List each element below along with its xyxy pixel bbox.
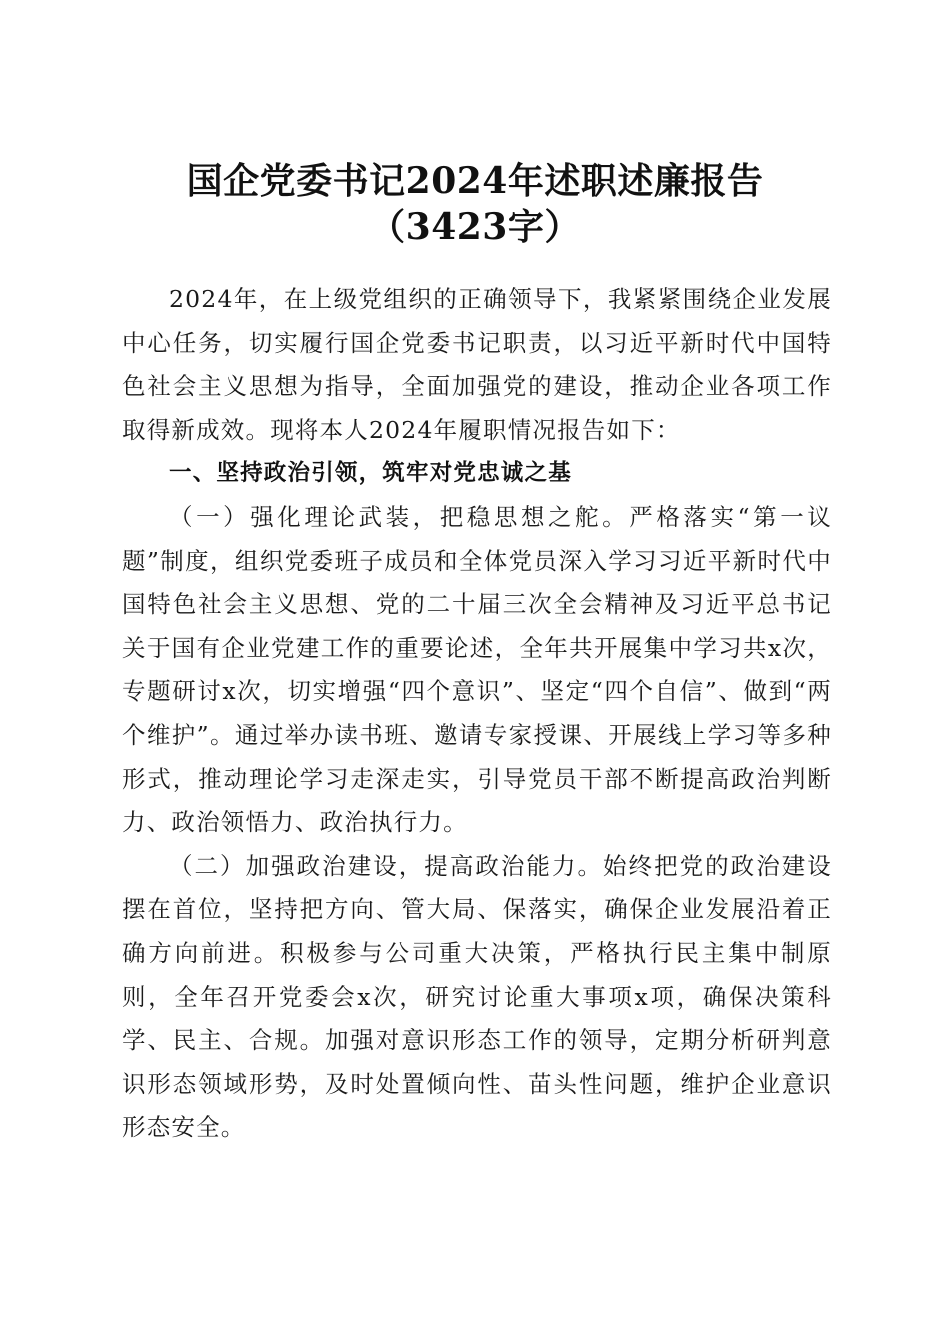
subsection-text-1: 严格落实“第一议题”制度，组织党委班子成员和全体党员深入学习习近平新时代中国特色社会主义思想、党的二十届三次全会精神及习近平总书记关于国有企业党建工作的重要论述，全年共开展集中学习共x次，专题研讨x次，切实增强“四个意识”、坚定“四个自信”、做到“两个维护”。通过举办读书班、邀请专家授课、开展线上学习等多种形式，推动理论学习走深走实，引导党员干部不断提高政治判断力、政治领悟力、政治执行力。 — [122, 502, 832, 837]
subsection-lead-2: （二）加强政治建设，提高政治能力。 — [169, 851, 604, 880]
subsection-paragraph-1 — [122, 496, 832, 845]
section-heading-1: 一、坚持政治引领，筑牢对党忠诚之基 — [169, 460, 572, 487]
subsection-paragraph-2 — [122, 845, 832, 1150]
document-title: 国企党委书记2024年述职述廉报告（3423字） — [186, 160, 764, 249]
subsection-lead-1: （一）强化理论武装，把稳思想之舵。 — [169, 502, 630, 531]
document-body — [122, 278, 832, 1150]
subsection-text-2: 始终把党的政治建设摆在首位，坚持把方向、管大局、保落实，确保企业发展沿着正确方向前进。积极参与公司重大决策，严格执行民主集中制原则，全年召开党委会x次，研究讨论重大事项x项，确保决策科学、民主、合规。加强对意识形态工作的领导，定期分析研判意识形态领域形势，及时处置倾向性、苗头性问题，维护企业意识形态安全。 — [122, 851, 832, 1142]
intro-paragraph: 2024年，在上级党组织的正确领导下，我紧紧围绕企业发展中心任务，切实履行国企党委书记职责，以习近平新时代中国特色社会主义思想为指导，全面加强党的建设，推动企业各项工作取得新成效。现将本人2024年履职情况报告如下： — [122, 285, 832, 444]
